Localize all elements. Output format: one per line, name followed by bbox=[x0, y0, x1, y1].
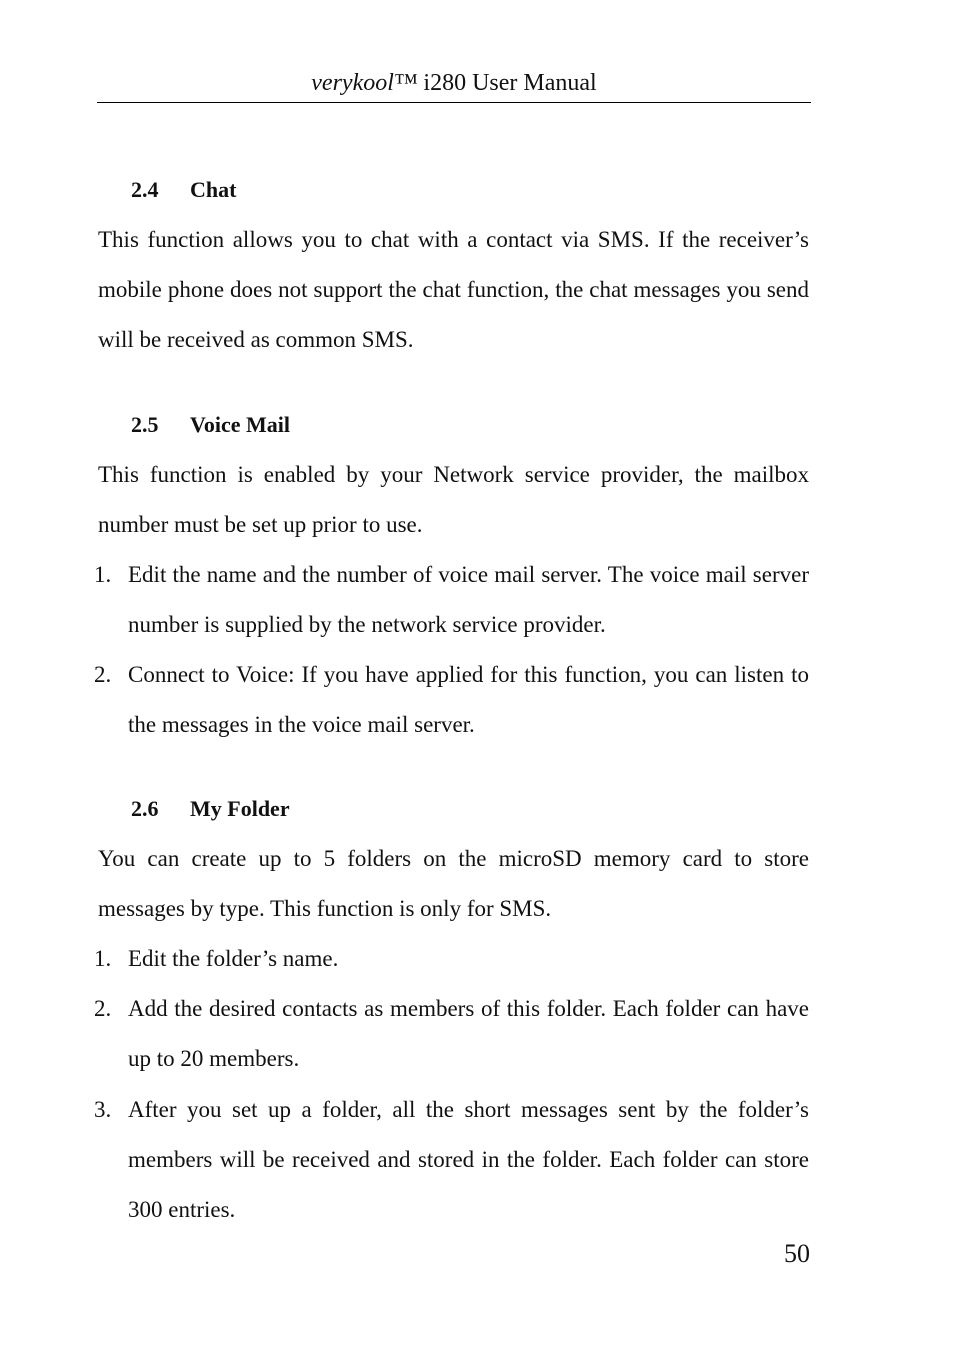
list-item bbox=[94, 650, 809, 750]
list-marker: 2. bbox=[94, 996, 112, 1021]
chat-paragraph: This function allows you to chat with a contact via SMS. If the receiver’s mobile phone does not support the chat function, the chat messages you send will be received as common SMS. bbox=[98, 227, 809, 352]
list-marker: 1. bbox=[94, 562, 112, 587]
list-marker: 1. bbox=[94, 946, 112, 971]
page-number: 50 bbox=[784, 1239, 810, 1268]
header-brand: verykool™ bbox=[311, 70, 418, 96]
list-item-text: Edit the name and the number of voice mail server. The voice mail server number is supplied by the network service provider. bbox=[128, 562, 809, 637]
section-number: 2.5 bbox=[131, 412, 159, 437]
header-title: i280 User Manual bbox=[417, 70, 597, 96]
list-item-text: Connect to Voice: If you have applied for this function, you can listen to the messages in the voice mail server. bbox=[128, 662, 809, 737]
section-title: My Folder bbox=[190, 796, 290, 821]
list-item-text: Add the desired contacts as members of this folder. Each folder can have up to 20 members. bbox=[128, 996, 809, 1071]
voice-mail-paragraph: This function is enabled by your Network service provider, the mailbox number must be set up prior to use. bbox=[98, 462, 809, 537]
section-number: 2.4 bbox=[131, 177, 159, 202]
section-heading-voice-mail bbox=[131, 411, 290, 439]
section-title: Chat bbox=[190, 177, 237, 202]
section-heading-my-folder bbox=[131, 795, 290, 823]
list-item bbox=[94, 984, 809, 1084]
list-item bbox=[94, 1085, 809, 1235]
running-header bbox=[97, 66, 811, 103]
section-title: Voice Mail bbox=[190, 412, 290, 437]
list-item bbox=[94, 934, 809, 984]
section-number: 2.6 bbox=[131, 796, 159, 821]
my-folder-paragraph: You can create up to 5 folders on the microSD memory card to store messages by type. This function is only for SMS. bbox=[98, 846, 809, 921]
list-item bbox=[94, 550, 809, 650]
list-item-text: After you set up a folder, all the short messages sent by the folder’s members will be received and stored in the folder. Each folder can store 300 entries. bbox=[128, 1097, 809, 1222]
list-marker: 2. bbox=[94, 662, 112, 687]
section-heading-chat bbox=[131, 176, 236, 204]
list-marker: 3. bbox=[94, 1097, 112, 1122]
list-item-text: Edit the folder’s name. bbox=[128, 946, 339, 971]
